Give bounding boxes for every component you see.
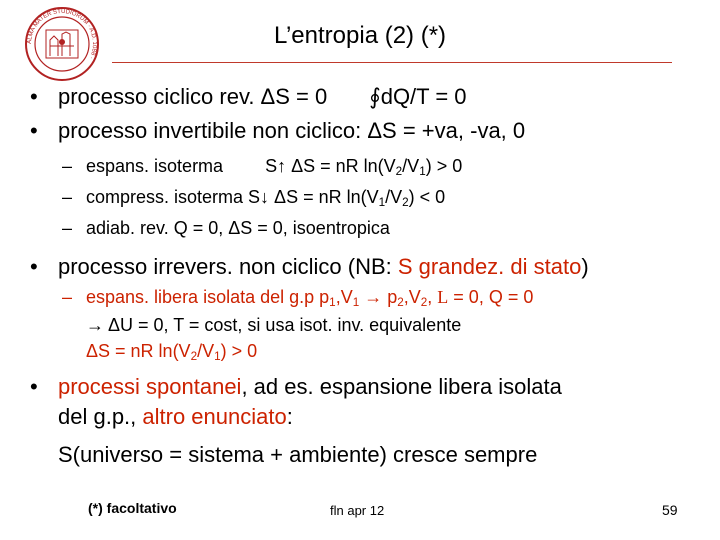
sub-bullet-1: – espans. isoterma S↑ ΔS = nR $\ln(V_2/V_1) > 0$ bbox=[62, 156, 463, 178]
contour-integral-symbol: ∮ bbox=[369, 84, 381, 109]
page-number: 59 bbox=[662, 502, 678, 518]
sub-bullet-4-line-3: ΔS = nR $\ln(V_2/V_1) > 0$ bbox=[86, 341, 258, 363]
footer-center: fln apr 12 bbox=[330, 503, 385, 518]
sub-bullet-4-line-2: → ΔU = 0, T = cost, si usa isot. inv. equivalente bbox=[86, 315, 462, 335]
slide-title: L’entropia (2) (*) bbox=[273, 22, 447, 49]
bullet-4-line-3: S(universo = sistema + ambiente) cresce sempre bbox=[58, 442, 538, 467]
bullet-1: • processo ciclico rev. ΔS = 0 ∮dQ/T = 0 bbox=[30, 84, 467, 109]
footer-note: (*) facoltativo bbox=[88, 500, 177, 516]
sub-bullet-4: – espans. libera isolata del g.p $p_1,V_1 \to p_2,V_2$, L = 0, Q = 0 bbox=[62, 287, 534, 309]
bullet-3: • processo irrevers. non ciclico (NB: S grandez. di stato) bbox=[30, 254, 589, 279]
sub-bullet-2: – compress. isoterma S↓ ΔS = nR $\ln(V_1/V_2) < 0$ bbox=[62, 187, 446, 209]
sub-bullet-3: – adiab. rev. Q = 0, ΔS = 0, isoentropica bbox=[62, 218, 390, 238]
title-divider bbox=[112, 62, 672, 63]
svg-text:ALMA MATER STUDIORUM · A.D. 10: ALMA MATER STUDIORUM · A.D. 1088 · bbox=[26, 8, 98, 60]
bullet-4: • processi spontanei, ad es. espansione libera isolata bbox=[30, 374, 562, 399]
bullet-4-line-2: del g.p., altro enunciato: bbox=[58, 404, 293, 429]
bullet-2: • processo invertibile non ciclico: ΔS = +va, -va, 0 bbox=[30, 118, 526, 143]
